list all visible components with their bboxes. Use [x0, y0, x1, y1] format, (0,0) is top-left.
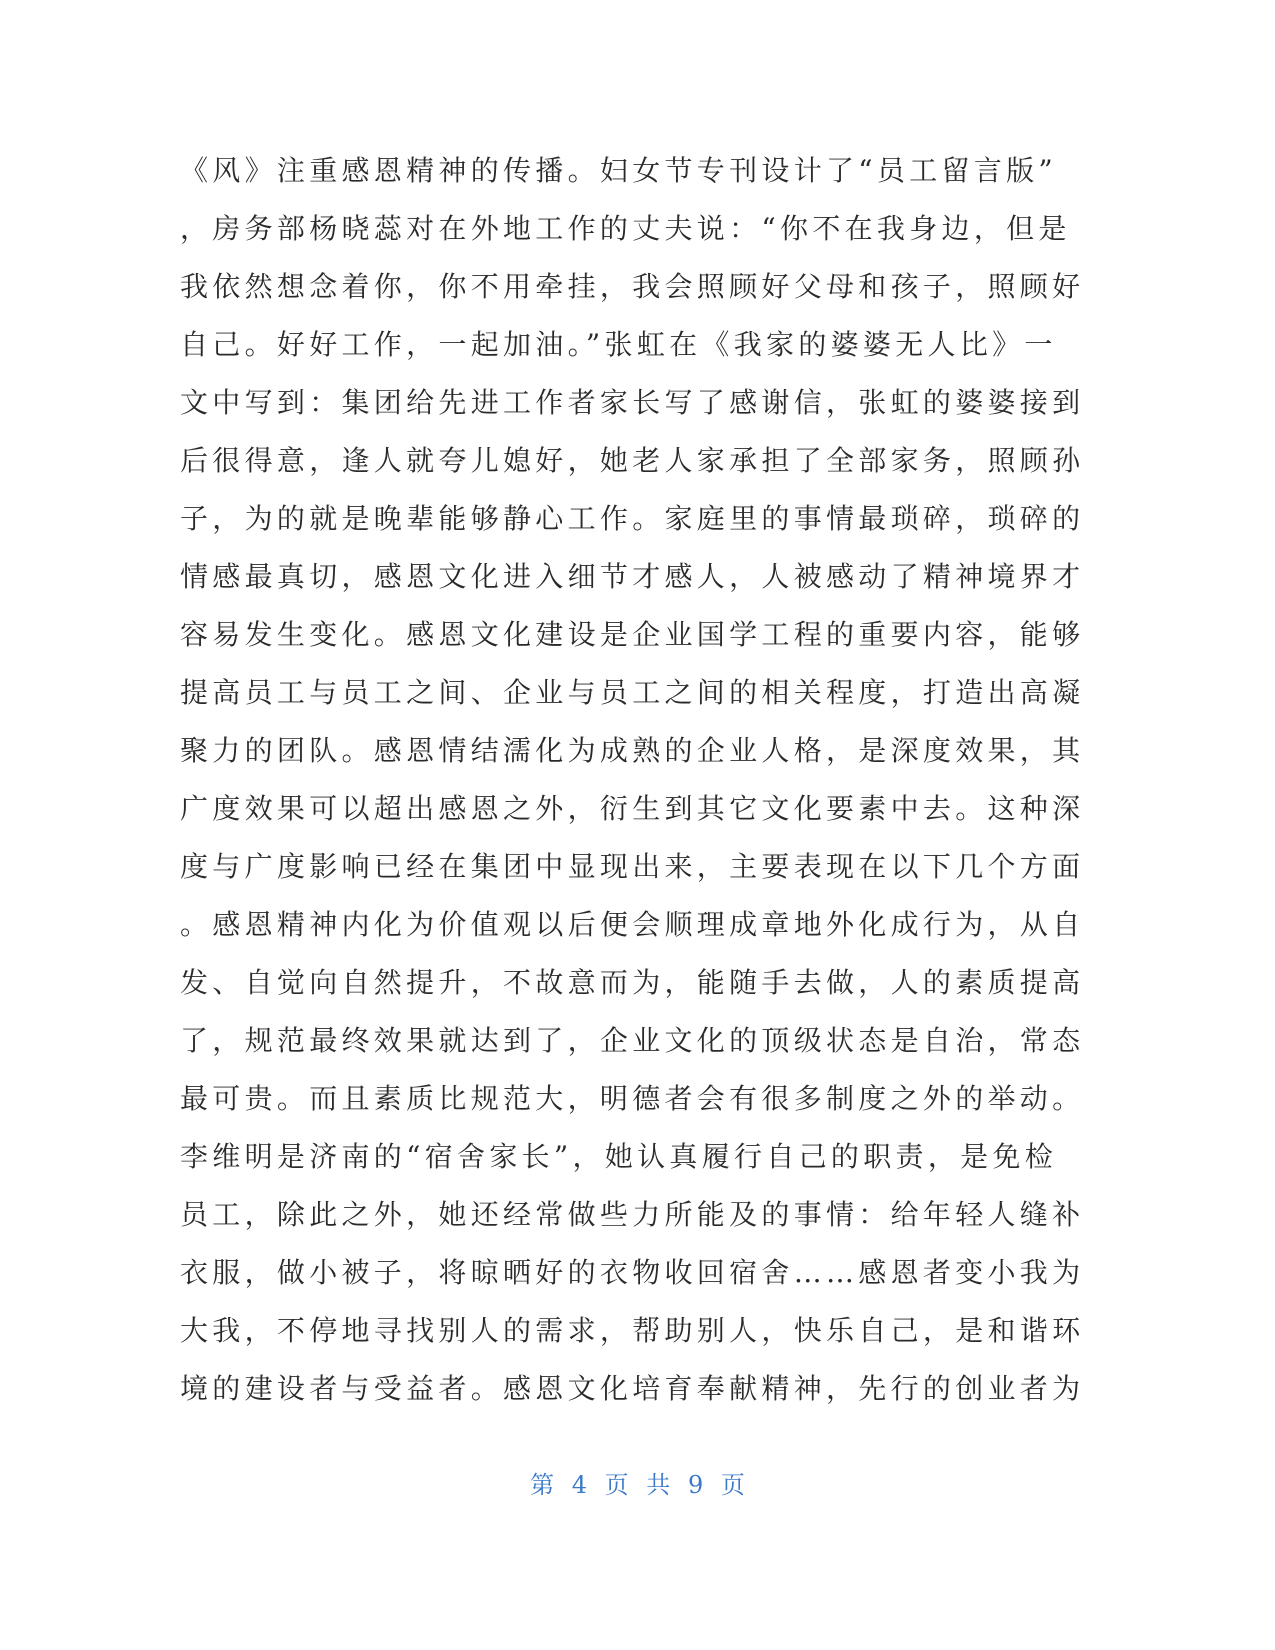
- text-line: 我依然想念着你，你不用牵挂，我会照顾好父母和孩子，照顾好: [180, 270, 1085, 303]
- text-line: ，房务部杨晓蕊对在外地工作的丈夫说：“你不在我身边，但是: [180, 212, 1071, 245]
- text-line: 李维明是济南的“宿舍家长”，她认真履行自己的职责，是免检: [180, 1140, 1058, 1173]
- text-line: 文中写到：集团给先进工作者家长写了感谢信，张虹的婆婆接到: [180, 386, 1085, 419]
- page-number: 第 4 页 共 9 页: [530, 1471, 745, 1499]
- text-line: 子，为的就是晚辈能够静心工作。家庭里的事情最琐碎，琐碎的: [180, 502, 1085, 535]
- text-line: 了，规范最终效果就达到了，企业文化的顶级状态是自治，常态: [180, 1024, 1085, 1057]
- text-line: 后很得意，逢人就夸儿媳好，她老人家承担了全部家务，照顾孙: [180, 444, 1085, 477]
- text-line: 度与广度影响已经在集团中显现出来，主要表现在以下几个方面: [180, 850, 1085, 883]
- text-line: 衣服，做小被子，将晾晒好的衣物收回宿舍……感恩者变小我为: [180, 1256, 1085, 1289]
- text-line: 广度效果可以超出感恩之外，衍生到其它文化要素中去。这种深: [180, 792, 1085, 825]
- text-line: 员工，除此之外，她还经常做些力所能及的事情：给年轻人缝补: [180, 1198, 1085, 1231]
- text-line: 提高员工与员工之间、企业与员工之间的相关程度，打造出高凝: [180, 676, 1085, 709]
- text-line: 。感恩精神内化为价值观以后便会顺理成章地外化成行为，从自: [180, 908, 1085, 941]
- text-line: 最可贵。而且素质比规范大，明德者会有很多制度之外的举动。: [180, 1082, 1085, 1115]
- text-line: 发、自觉向自然提升，不故意而为，能随手去做，人的素质提高: [180, 966, 1085, 999]
- text-line: 自己。好好工作，一起加油。”张虹在《我家的婆婆无人比》一: [180, 328, 1057, 361]
- text-line: 聚力的团队。感恩情结濡化为成熟的企业人格，是深度效果，其: [180, 734, 1085, 767]
- text-line: 容易发生变化。感恩文化建设是企业国学工程的重要内容，能够: [180, 618, 1085, 651]
- body-text: [180, 142, 1085, 1418]
- text-line: 《风》注重感恩精神的传播。妇女节专刊设计了“员工留言版”: [180, 154, 1058, 187]
- text-line: 境的建设者与受益者。感恩文化培育奉献精神，先行的创业者为: [180, 1372, 1085, 1405]
- text-line: 大我，不停地寻找别人的需求，帮助别人，快乐自己，是和谐环: [180, 1314, 1085, 1347]
- text-line: 情感最真切，感恩文化进入细节才感人，人被感动了精神境界才: [180, 560, 1085, 593]
